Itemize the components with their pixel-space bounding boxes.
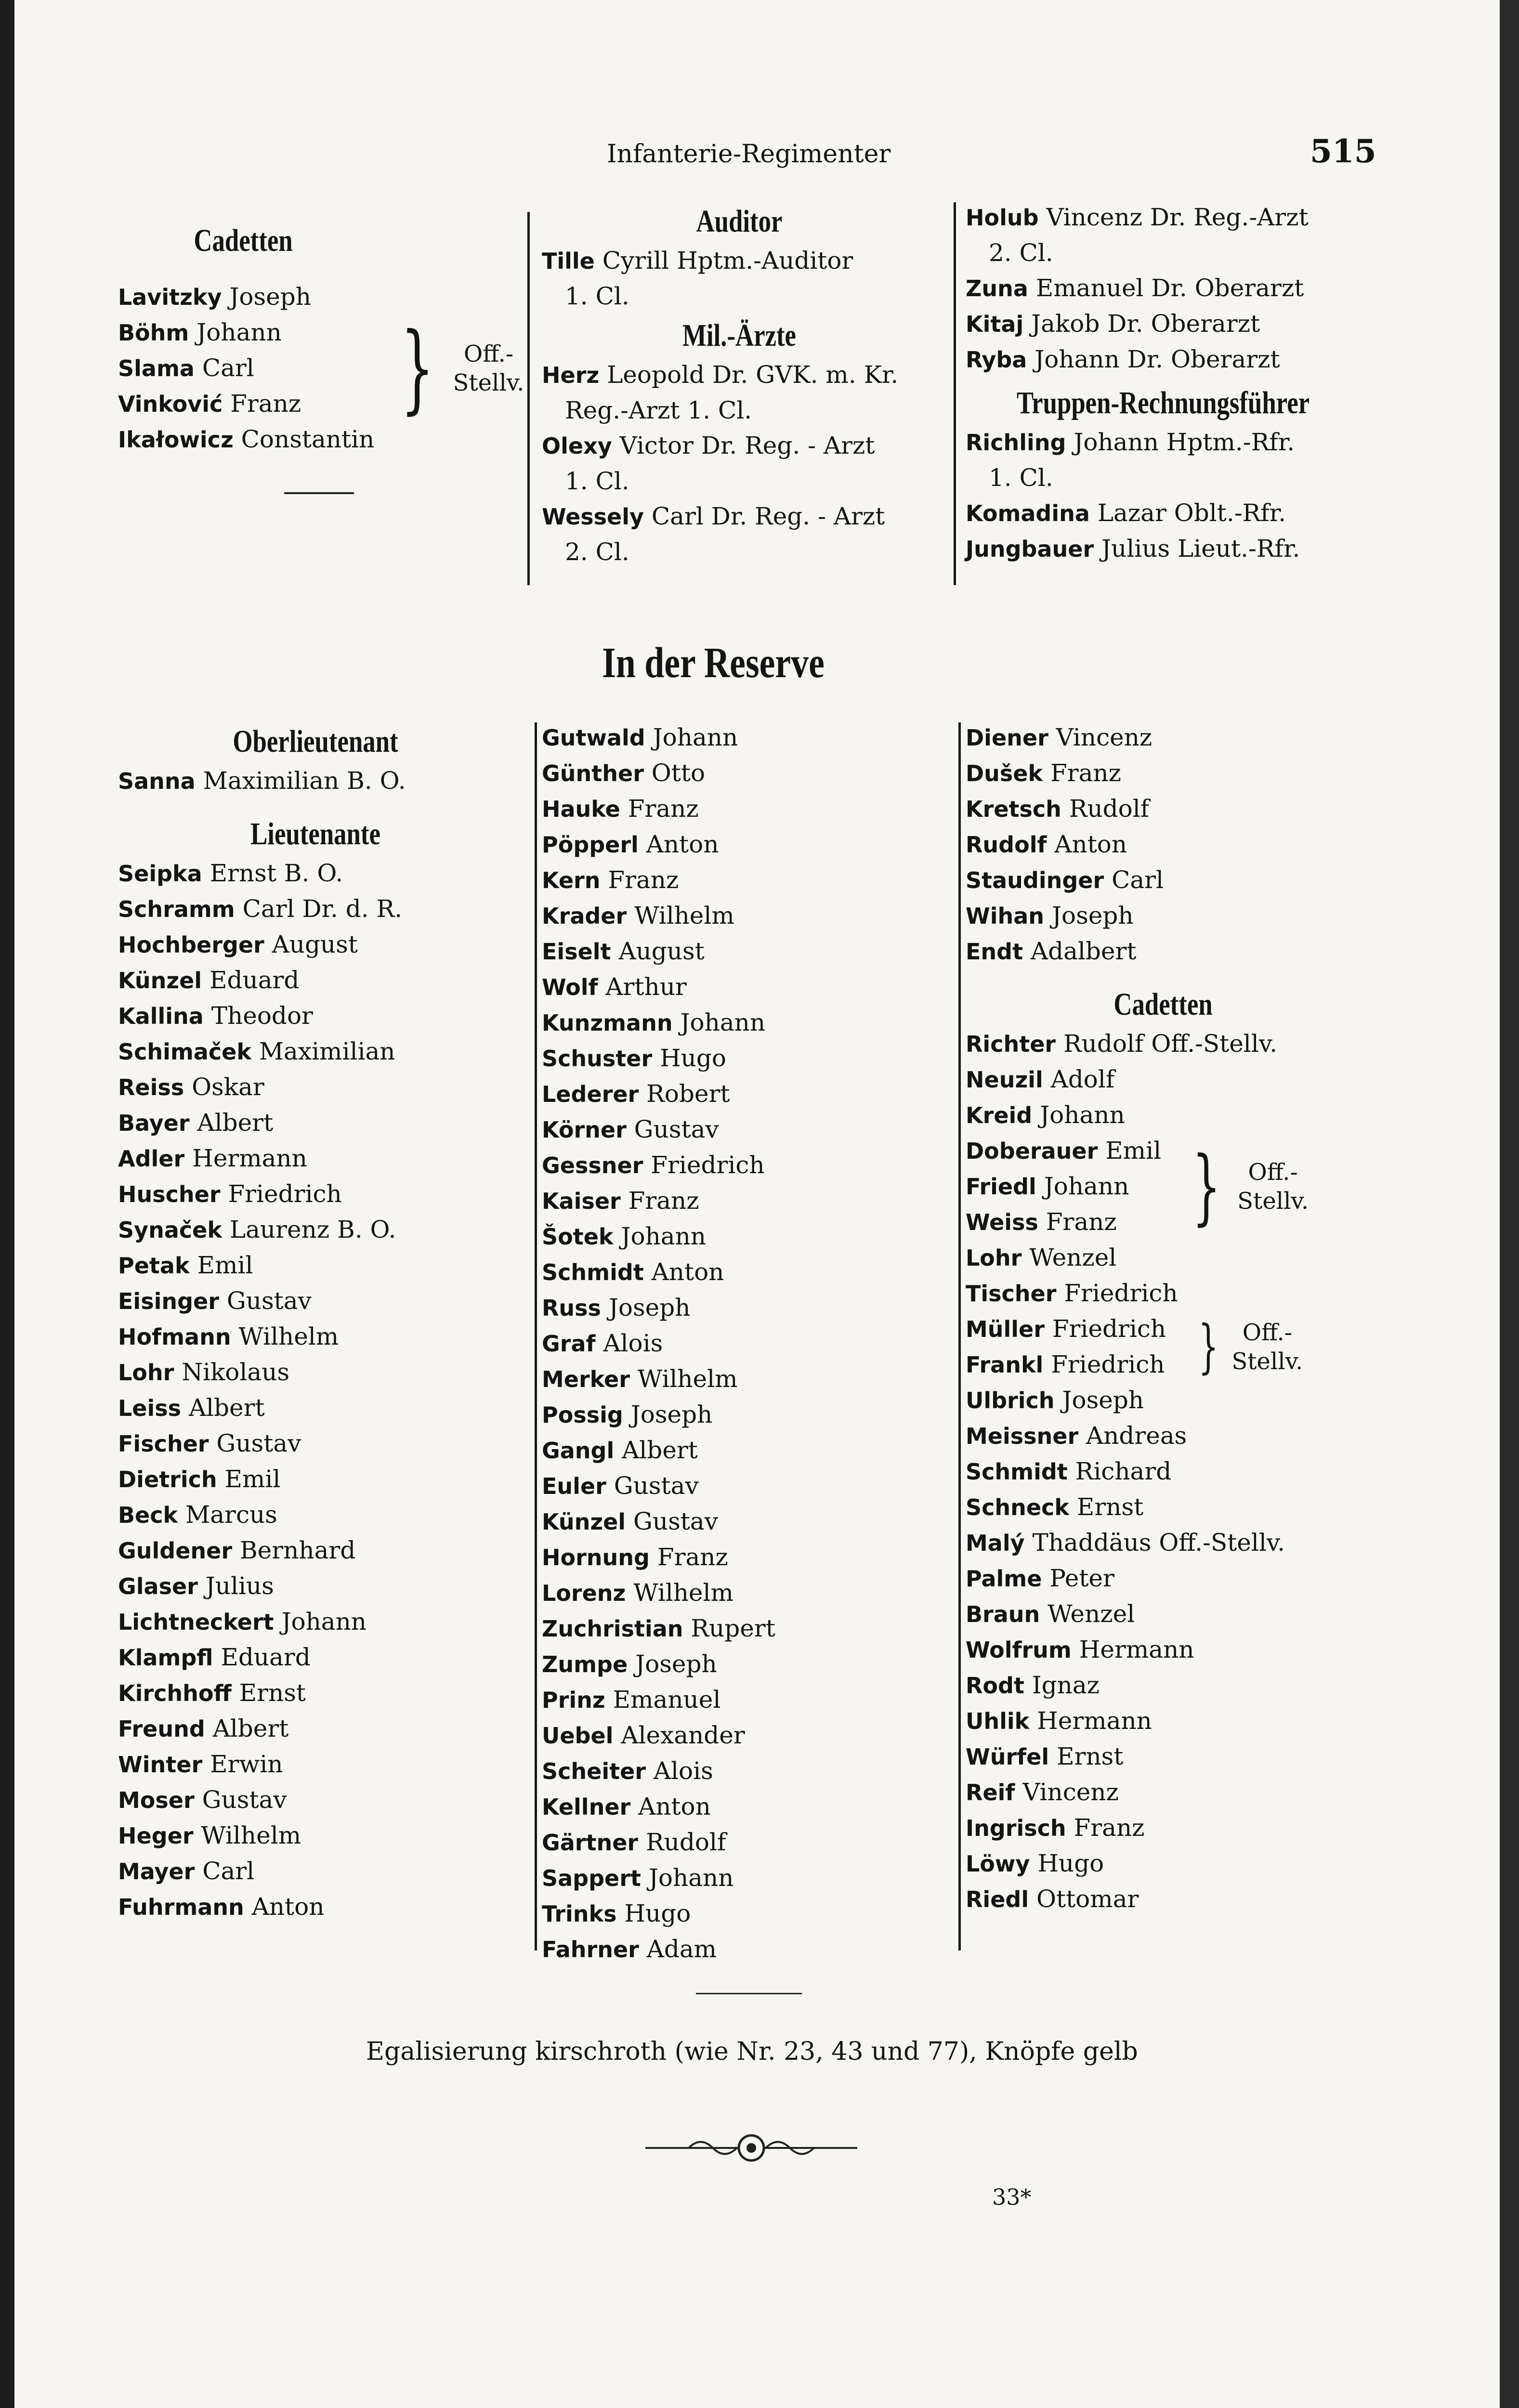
list-item: Ingrisch Franz: [966, 1814, 1145, 1842]
group-bracket: [1180, 1139, 1309, 1234]
list-item: Herz Leopold Dr. GVK. m. Kr.: [542, 361, 899, 389]
list-item: Kellner Anton: [542, 1793, 711, 1820]
page-number: 515: [1310, 132, 1376, 170]
list-item: Endt Adalbert: [966, 937, 1137, 965]
list-item: Vinković Franz: [118, 390, 301, 418]
list-item: Palme Peter: [966, 1564, 1114, 1592]
list-item: Riedl Ottomar: [966, 1885, 1139, 1913]
list-item: Hornung Franz: [542, 1543, 728, 1571]
list-item-continuation: 1. Cl.: [565, 282, 629, 310]
list-item: Huscher Friedrich: [118, 1180, 342, 1208]
list-item: Euler Gustav: [542, 1472, 699, 1500]
list-item: Kreid Johann: [966, 1101, 1125, 1129]
list-item: Synaček Laurenz B. O.: [118, 1216, 396, 1243]
column-divider: [527, 212, 530, 585]
list-item: Komadina Lazar Oblt.-Rfr.: [966, 499, 1286, 527]
name-list: [966, 1383, 1365, 1917]
list-item: Zuchristian Rupert: [542, 1614, 775, 1642]
list-item: Mayer Carl: [118, 1857, 255, 1885]
reserve-column-3: [966, 720, 1365, 1917]
list-item: Schuster Hugo: [542, 1044, 726, 1072]
list-item: Sanna Maximilian B. O.: [118, 767, 406, 795]
upper-column-3: [966, 200, 1365, 567]
column-divider: [535, 722, 537, 1950]
list-item: Scheiter Alois: [542, 1757, 713, 1785]
list-item: Olexy Victor Dr. Reg. - Arzt: [542, 432, 875, 459]
list-item: Winter Erwin: [118, 1750, 283, 1778]
group-bracket: [387, 312, 524, 424]
list-item: Fuhrmann Anton: [118, 1893, 325, 1921]
list-item: Müller Friedrich: [966, 1315, 1166, 1343]
list-item: Meissner Andreas: [966, 1422, 1187, 1450]
list-item: Kirchhoff Ernst: [118, 1679, 306, 1707]
list-item: Wessely Carl Dr. Reg. - Arzt: [542, 502, 885, 530]
list-item: Löwy Hugo: [966, 1849, 1104, 1877]
list-item: Holub Vincenz Dr. Reg.-Arzt: [966, 203, 1309, 231]
list-item: Kitaj Jakob Dr. Oberarzt: [966, 310, 1260, 338]
list-item: Possig Joseph: [542, 1400, 713, 1428]
list-item: Zuna Emanuel Dr. Oberarzt: [966, 274, 1304, 302]
list-item: Körner Gustav: [542, 1115, 719, 1143]
list-item-continuation: Reg.-Arzt 1. Cl.: [565, 396, 752, 424]
list-item: Seipka Ernst B. O.: [118, 859, 343, 887]
list-item: Krader Wilhelm: [542, 902, 734, 929]
column-divider: [958, 722, 961, 1950]
brace-icon: }: [400, 312, 434, 424]
brace-icon: }: [1198, 1313, 1219, 1380]
list-item: Lorenz Wilhelm: [542, 1579, 733, 1607]
list-item: Šotek Johann: [542, 1222, 706, 1250]
group-note: Off.- Stellv.: [1231, 1319, 1303, 1375]
list-item: Kaiser Franz: [542, 1187, 699, 1215]
list-item: Sappert Johann: [542, 1864, 734, 1892]
section-heading: Mil.-Ärzte: [682, 318, 796, 353]
list-item: Hauke Franz: [542, 795, 699, 823]
section-heading: Lieutenante: [250, 816, 380, 851]
list-item: Moser Gustav: [118, 1786, 287, 1814]
list-item: Künzel Eduard: [118, 966, 300, 994]
name-group: [118, 279, 524, 458]
list-item: Tille Cyrill Hptm.-Auditor: [542, 247, 853, 275]
list-item: Diener Vincenz: [966, 723, 1152, 751]
list-item: Gärtner Rudolf: [542, 1828, 726, 1856]
list-item: Kretsch Rudolf: [966, 795, 1150, 823]
reserve-column-2: [542, 720, 946, 1967]
ornament-icon: [645, 2129, 857, 2167]
list-item: Wolfrum Hermann: [966, 1636, 1194, 1663]
list-item: Zumpe Joseph: [542, 1650, 717, 1678]
list-item-continuation: 2. Cl.: [989, 239, 1053, 267]
list-item: Graf Alois: [542, 1329, 663, 1357]
list-item: Doberauer Emil: [966, 1137, 1162, 1165]
column-divider: [954, 202, 956, 585]
list-item-continuation: 2. Cl.: [565, 538, 629, 566]
list-item: Russ Joseph: [542, 1294, 691, 1322]
list-item: Hofmann Wilhelm: [118, 1322, 339, 1350]
list-item: Kern Franz: [542, 866, 679, 894]
list-item: Reif Vincenz: [966, 1778, 1119, 1806]
list-item: Glaser Julius: [118, 1572, 274, 1600]
list-item: Böhm Johann: [118, 318, 282, 346]
list-item: Bayer Albert: [118, 1109, 274, 1137]
list-item: Lederer Robert: [542, 1080, 730, 1108]
footer-note: Egalisierung kirschroth (wie Nr. 23, 43 und 77), Knöpfe gelb: [366, 2037, 1138, 2066]
list-item: Tischer Friedrich: [966, 1279, 1178, 1307]
list-item-continuation: 1. Cl.: [565, 467, 629, 495]
list-item: Fahrner Adam: [542, 1935, 717, 1963]
group-note: Off.- Stellv.: [1237, 1159, 1309, 1215]
list-item: Leiss Albert: [118, 1394, 265, 1422]
list-item: Beck Marcus: [118, 1501, 277, 1529]
list-item: Dietrich Emil: [118, 1465, 281, 1493]
list-item: Rodt Ignaz: [966, 1671, 1100, 1699]
list-item: Pöpperl Anton: [542, 830, 719, 858]
list-item: Heger Wilhelm: [118, 1821, 301, 1849]
list-item: Reiss Oskar: [118, 1073, 264, 1101]
list-item: Fischer Gustav: [118, 1429, 301, 1457]
brace-icon: }: [1192, 1139, 1221, 1234]
list-item: Schneck Ernst: [966, 1493, 1144, 1521]
name-group: [966, 1311, 1365, 1383]
list-item: Malý Thaddäus Off.-Stellv.: [966, 1529, 1285, 1557]
list-item: Kallina Theodor: [118, 1002, 313, 1030]
list-item: Eiselt August: [542, 937, 705, 965]
list-item: Frankl Friedrich: [966, 1350, 1165, 1378]
upper-column-2: [542, 200, 946, 570]
list-item: Lavitzky Joseph: [118, 283, 311, 311]
list-item: Würfel Ernst: [966, 1742, 1124, 1770]
section-heading: Cadetten: [194, 223, 293, 258]
list-item: Neuzil Adolf: [966, 1065, 1115, 1093]
list-item: Jungbauer Julius Lieut.-Rfr.: [966, 535, 1300, 563]
list-item: Eisinger Gustav: [118, 1287, 312, 1315]
list-item: Schramm Carl Dr. d. R.: [118, 895, 403, 923]
list-item-continuation: 1. Cl.: [989, 464, 1053, 492]
list-item: Uebel Alexander: [542, 1721, 745, 1749]
list-item: Künzel Gustav: [542, 1507, 718, 1535]
list-item: Lohr Wenzel: [966, 1243, 1117, 1271]
list-item: Lohr Nikolaus: [118, 1358, 290, 1386]
name-list: [966, 720, 1365, 969]
list-item: Schmidt Richard: [966, 1457, 1172, 1485]
list-item: Guldener Bernhard: [118, 1536, 356, 1564]
list-item: Braun Wenzel: [966, 1600, 1135, 1628]
group-note: Off.- Stellv.: [453, 340, 524, 396]
list-item: Wolf Arthur: [542, 973, 687, 1001]
list-item: Günther Otto: [542, 759, 706, 787]
separator-rule: [284, 492, 354, 494]
list-item: Trinks Hugo: [542, 1899, 691, 1927]
list-item: Uhlik Hermann: [966, 1707, 1152, 1735]
signature-mark: 33*: [992, 2184, 1032, 2210]
section-heading: Auditor: [696, 204, 783, 239]
upper-column-1: [118, 219, 524, 458]
section-heading: Truppen-Rechnungsführer: [1016, 385, 1310, 420]
list-item: Rudolf Anton: [966, 830, 1127, 858]
list-item: Dušek Franz: [966, 759, 1121, 787]
list-item: Wihan Joseph: [966, 902, 1134, 929]
list-item: Hochberger August: [118, 930, 358, 958]
list-item: Gutwald Johann: [542, 723, 738, 751]
group-bracket: [1190, 1313, 1303, 1380]
name-group: [966, 1133, 1365, 1240]
list-item: Gessner Friedrich: [542, 1151, 765, 1179]
list-item: Merker Wilhelm: [542, 1365, 738, 1393]
section-heading: Cadetten: [1113, 987, 1213, 1022]
list-item: Prinz Emanuel: [542, 1686, 721, 1714]
reserve-heading: In der Reserve: [602, 639, 825, 687]
list-item: Freund Albert: [118, 1714, 289, 1742]
list-item: Ryba Johann Dr. Oberarzt: [966, 345, 1280, 373]
list-item: Weiss Franz: [966, 1208, 1117, 1236]
running-head: Infanterie-Regimenter: [607, 140, 891, 169]
list-item: Staudinger Carl: [966, 866, 1164, 894]
list-item: Klampfl Eduard: [118, 1643, 311, 1671]
name-list: [542, 720, 946, 1967]
list-item: Kunzmann Johann: [542, 1008, 766, 1036]
list-item: Adler Hermann: [118, 1144, 307, 1172]
list-item: Schimaček Maximilian: [118, 1037, 395, 1065]
list-item: Schmidt Anton: [542, 1258, 724, 1286]
list-item: Friedl Johann: [966, 1172, 1129, 1200]
list-item: Ikałowicz Constantin: [118, 425, 375, 453]
section-heading: Oberlieutenant: [233, 724, 398, 759]
list-item: Richter Rudolf Off.-Stellv.: [966, 1030, 1277, 1058]
list-item: Petak Emil: [118, 1251, 253, 1279]
list-item: Gangl Albert: [542, 1436, 698, 1464]
separator-rule: [696, 1993, 802, 1994]
reserve-column-1: [118, 720, 518, 1925]
list-item: Slama Carl: [118, 354, 254, 382]
list-item: Ulbrich Joseph: [966, 1386, 1144, 1414]
list-item: Richling Johann Hptm.-Rfr.: [966, 428, 1295, 456]
list-item: Lichtneckert Johann: [118, 1608, 367, 1636]
name-list: [118, 856, 518, 1925]
